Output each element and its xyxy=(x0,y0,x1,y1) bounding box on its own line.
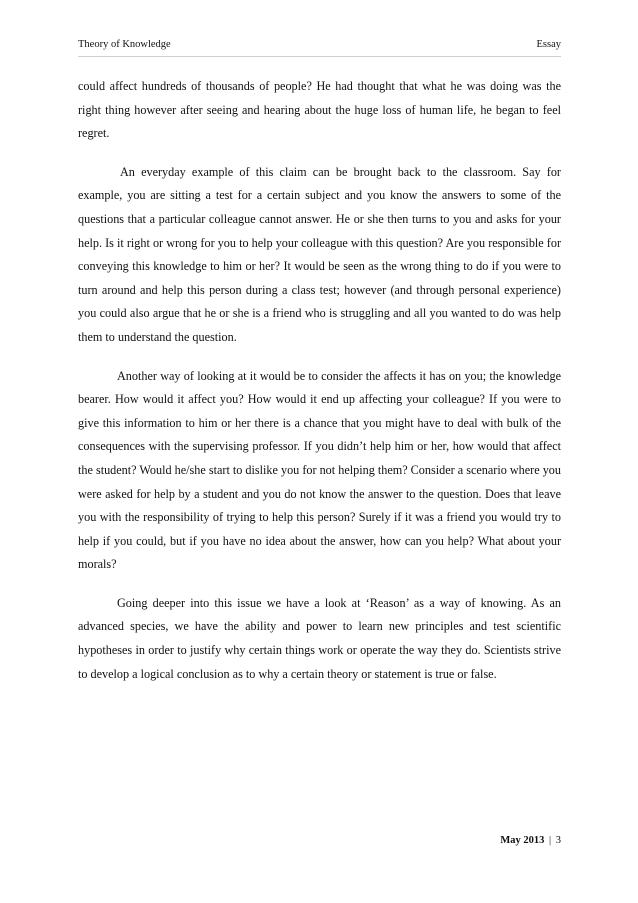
footer-separator: | xyxy=(549,835,552,846)
footer-date: May 2013 xyxy=(500,835,545,846)
header-divider xyxy=(78,56,561,57)
page-number: 3 xyxy=(555,835,561,846)
essay-body xyxy=(78,75,561,701)
page-footer xyxy=(500,834,561,848)
paragraph-classroom-example: An everyday example of this claim can be brought back to the classroom. Say for example, you are sitting a test for a certain subject and you know the answers to some of the questions that a particular colleague cannot answer. He or she then turns to you and asks for your help. Is it right or wrong for you to help your colleague with this question? Are you responsible for conveying this knowledge to him or her? It would be seen as the wrong thing to do if you were to turn around and help this person during a class test; however (and through personal experience) you could also argue that he or she is a friend who is struggling and all you wanted to do was help them to understand the question. xyxy=(78,164,561,344)
paragraph-reason: Going deeper into this issue we have a look at ‘Reason’ as a way of knowing. As an advanced species, we have the ability and power to learn new principles and test scientific hypotheses in order to justify why certain things work or operate the way they do. Scientists strive to develop a logical conclusion as to why a certain theory or statement is true or false. xyxy=(78,595,561,681)
paragraph-knowledge-bearer: Another way of looking at it would be to consider the affects it has on you; the knowledge bearer. How would it affect you? How would it end up affecting your colleague? If you were to give this information to him or her there is a chance that you might have to deal with bulk of the consequences with the supervising professor. If you didn’t help him or her, how would that affect the student? Would he/she start to dislike you for not helping them? Consider a scenario where you were asked for help by a student and you do not know the answer to the question. Does that leave you with the responsibility of trying to help this person? Surely if it was a friend you would try to help if you could, but if you have no idea about the answer, how can you help? What about your morals? xyxy=(78,368,561,572)
header-doc-type: Essay xyxy=(536,39,561,50)
header-title: Theory of Knowledge xyxy=(78,39,171,50)
paragraph-continuation: could affect hundreds of thousands of people? He had thought that what he was doing was the right thing however after seeing and hearing about the huge loss of human life, he began to feel regret. xyxy=(78,79,561,141)
page-header xyxy=(78,38,561,52)
